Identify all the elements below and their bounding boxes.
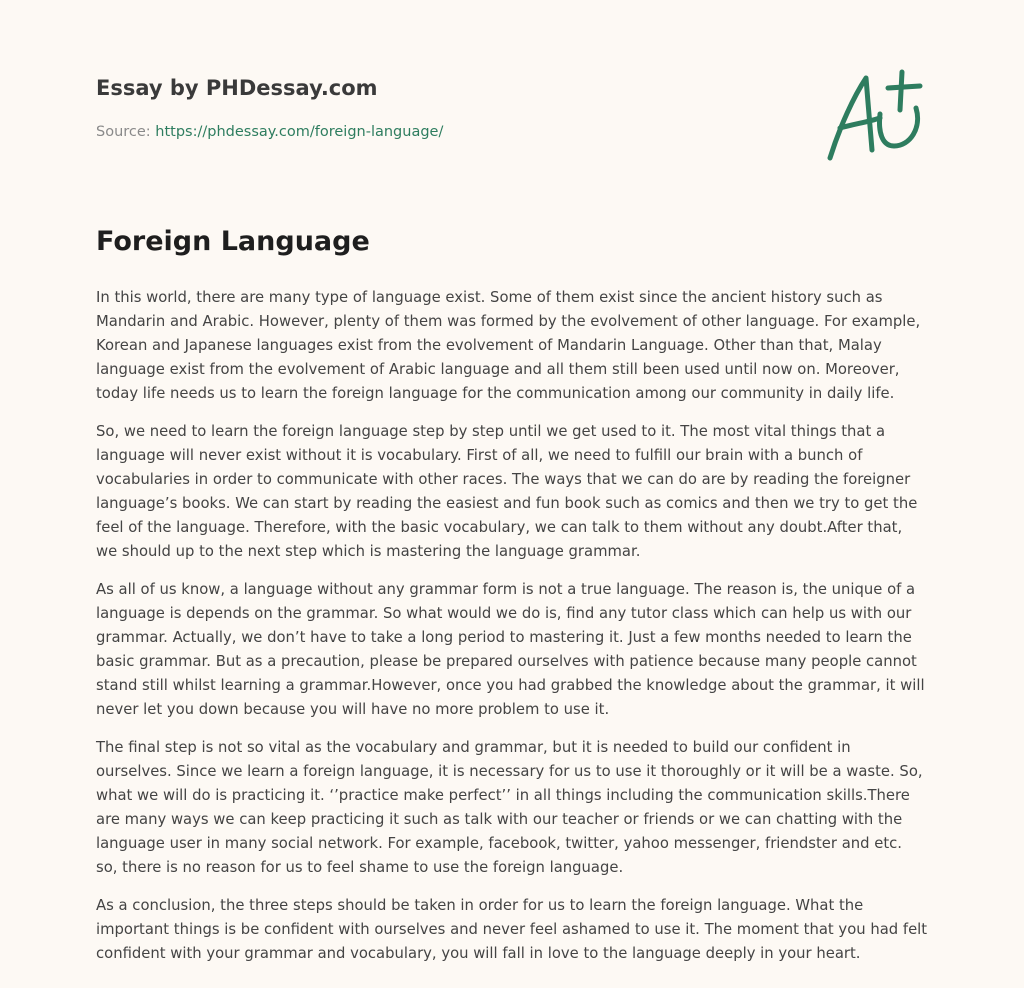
source-link[interactable]: https://phdessay.com/foreign-language/ [155,124,444,140]
source-label: Source: [96,124,151,140]
essay-paragraph: In this world, there are many type of language exist. Some of them exist since the ancient history such as Mandarin and Arabic. However, plenty of them was formed by the evolvement of other language. For example, Korean and Japanese languages exist from the evolvement of Mandarin Language. Other than that, Malay language exist from the evolvement of Arabic language and all them still been used until now on. Moreover, today life needs us to learn the foreign language for the communication among our community in daily life. [96,289,921,402]
a-plus-logo-icon [820,66,930,166]
source-line [96,124,443,140]
essay-paragraph: As all of us know, a language without any grammar form is not a true language. The reason is, the unique of a language is depends on the grammar. So what would we do is, find any tutor class which can help us with our grammar. Actually, we don’t have to take a long period to mastering it. Just a few months needed to learn the basic grammar. But as a precaution, please be prepared ourselves with patience because many people cannot stand still whilst learning a grammar.However, once you had grabbed the knowledge about the grammar, it will never let you down because you will have no more problem to use it. [96,581,925,718]
site-title: Essay by PHDessay.com [96,76,378,100]
essay-paragraph: As a conclusion, the three steps should be taken in order for us to learn the foreign language. What the important things is be confident with ourselves and never feel ashamed to use it. The moment that you had felt confident with your grammar and vocabulary, you will fall in love to the language deeply in your heart. [96,897,928,962]
essay-paragraph: So, we need to learn the foreign language step by step until we get used to it. The most vital things that a language will never exist without it is vocabulary. First of all, we need to fulfill our brain with a bunch of vocabularies in order to communicate with other races. The ways that we can do are by reading the foreigner language’s books. We can start by reading the easiest and fun book such as comics and then we try to get the feel of the language. Therefore, with the basic vocabulary, we can talk to them without any doubt.After that, we should up to the next step which is mastering the language grammar. [96,423,918,560]
essay-title: Foreign Language [96,226,370,257]
essay-paragraph: The final step is not so vital as the vocabulary and grammar, but it is needed to build our confident in ourselves. Since we learn a foreign language, it is necessary for us to use it thoroughly or it will be a waste. So, what we will do is practicing it. ‘’practice make perfect’’ in all things including the communication skills.There are many ways we can keep practicing it such as talk with our teacher or friends or we can chatting with the language user in many social network. For example, facebook, twitter, yahoo messenger, friendster and etc. so, there is no reason for us to feel shame to use the foreign language. [96,739,923,876]
essay-body [96,286,928,980]
